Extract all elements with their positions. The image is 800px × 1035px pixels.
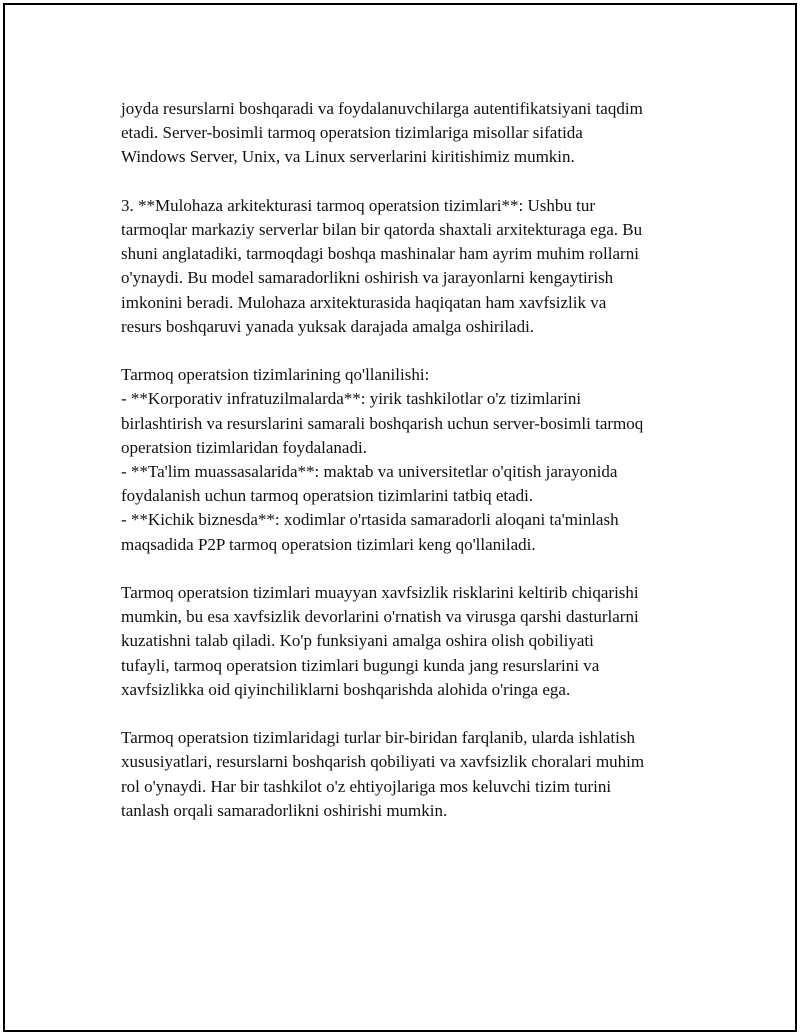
text-line: xususiyatlari, resurslarni boshqarish qobiliyati va xavfsizlik choralari muhim [121, 752, 645, 772]
text-line: xavfsizlikka oid qiyinchiliklarni boshqarishda alohida o'ringa ega. [121, 679, 571, 699]
text-line: tufayli, tarmoq operatsion tizimlari bugungi kunda jang resurslarini va [121, 655, 600, 675]
list-item: - **Korporativ infratuzilmalarda**: yirik tashkilotlar o'z tizimlarini [121, 389, 582, 409]
text-line: mumkin, bu esa xavfsizlik devorlarini o'rnatish va virusga qarshi dasturlarni [121, 607, 639, 627]
text-line: imkonini beradi. Mulohaza arxitekturasida haqiqatan ham xavfsizlik va [121, 292, 607, 312]
text-line: joyda resurslarni boshqaradi va foydalanuvchilarga autentifikatsiyani taqdim [121, 99, 643, 118]
text-line: Tarmoq operatsion tizimlari muayyan xavfsizlik risklarini keltirib chiqarishi [121, 583, 639, 603]
text-line: rol o'ynaydi. Har bir tashkilot o'z ehtiyojlariga mos keluvchi tizim turini [121, 776, 612, 796]
list-heading: Tarmoq operatsion tizimlarining qo'llanilishi: [121, 365, 430, 385]
text-line: operatsion tizimlaridan foydalanadi. [121, 437, 367, 457]
list-item: - **Ta'lim muassasalarida**: maktab va universitetlar o'qitish jarayonida [121, 462, 618, 482]
text-line: resurs boshqaruvi yanada yuksak darajada amalga oshiriladi. [121, 316, 535, 336]
paragraph-applications-list [121, 363, 701, 557]
text-line: foydalanish uchun tarmoq operatsion tizimlarini tatbiq etadi. [121, 486, 534, 506]
text-line: 3. **Mulohaza arkitekturasi tarmoq operatsion tizimlari**: Ushbu tur [121, 195, 595, 215]
page-frame [3, 3, 797, 1032]
document-body [121, 97, 701, 847]
paragraph-server-based-continuation [121, 97, 701, 170]
text-line: Windows Server, Unix, va Linux serverlarini kiritishimiz mumkin. [121, 147, 575, 167]
text-line: tanlash orqali samaradorlikni oshirishi mumkin. [121, 800, 448, 820]
paragraph-conclusion [121, 726, 701, 823]
paragraph-hybrid-architecture [121, 194, 701, 339]
text-line: maqsadida P2P tarmoq operatsion tizimlari keng qo'llaniladi. [121, 534, 536, 554]
text-line: shuni anglatadiki, tarmoqdagi boshqa mashinalar ham ayrim muhim rollarni [121, 244, 639, 264]
paragraph-security-risks [121, 581, 701, 702]
text-line: o'ynaydi. Bu model samaradorlikni oshirish va jarayonlarni kengaytirish [121, 268, 614, 288]
text-line: etadi. Server-bosimli tarmoq operatsion tizimlariga misollar sifatida [121, 123, 583, 143]
text-line: tarmoqlar markaziy serverlar bilan bir qatorda shaxtali arxitekturaga ega. Bu [121, 220, 643, 239]
text-line: birlashtirish va resurslarini samarali boshqarish uchun server-bosimli tarmoq [121, 413, 644, 433]
list-item: - **Kichik biznesda**: xodimlar o'rtasida samaradorli aloqani ta'minlash [121, 510, 619, 530]
text-line: kuzatishni talab qiladi. Ko'p funksiyani amalga oshira olish qobiliyati [121, 631, 594, 651]
text-line: Tarmoq operatsion tizimlaridagi turlar bir-biridan farqlanib, ularda ishlatish [121, 728, 635, 748]
